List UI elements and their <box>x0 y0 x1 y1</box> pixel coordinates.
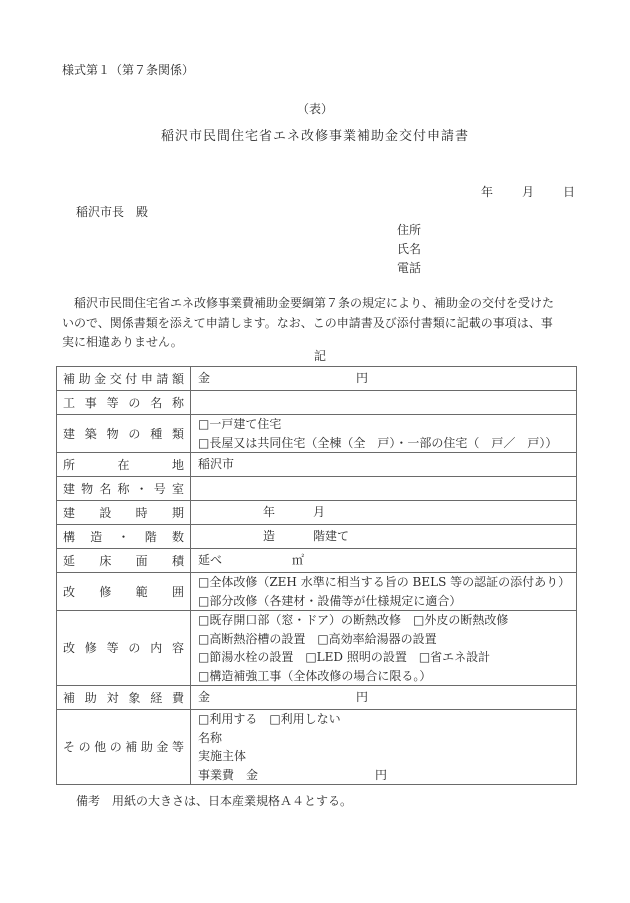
label-char: 所 <box>63 457 76 472</box>
location-value: 稲沢市 <box>198 457 235 471</box>
label-char: 助 <box>84 690 97 705</box>
label-char: 等 <box>106 641 119 655</box>
label-char: 金 <box>156 740 169 754</box>
label-char: 在 <box>117 457 130 472</box>
label-char: の <box>128 426 141 441</box>
label-char: 物 <box>106 426 119 441</box>
subsidy-amount-field[interactable] <box>191 367 577 391</box>
table-row-building-type <box>57 415 577 453</box>
label-char: ・ <box>117 529 130 544</box>
intro-line: 稲沢市民間住宅省エネ改修事業費補助金要綱第７条の規定により、補助金の交付を受けた <box>74 296 555 310</box>
label-char: 象 <box>128 690 141 705</box>
implementing-body-label[interactable]: 実施主体 <box>198 749 247 763</box>
intro-line: いので、関係書類を添えて申請します。なお、この申請書及び添付書類に記載の事項は、事 <box>62 315 553 330</box>
label-char: 造 <box>90 529 103 544</box>
label-char: 補 <box>63 690 76 705</box>
work-name-field[interactable] <box>191 391 577 415</box>
construction-date-field[interactable] <box>191 501 577 525</box>
label-char: 対 <box>106 690 119 705</box>
label-char: の <box>128 395 141 410</box>
label-char: 延 <box>63 553 76 568</box>
label-char: 費 <box>171 690 184 705</box>
structure-floors-field[interactable] <box>191 525 577 549</box>
label-char: 工 <box>63 395 76 410</box>
building-type-field <box>191 415 577 453</box>
label-char: 請 <box>156 371 169 386</box>
label-char: 助 <box>78 371 91 386</box>
label-char: 室 <box>171 481 184 496</box>
row-label <box>57 710 191 785</box>
label-char: 号 <box>153 481 166 496</box>
intro-line: 実に相違ありません。 <box>62 335 183 349</box>
label-char: 物 <box>81 481 94 496</box>
building-name-field[interactable] <box>191 477 577 501</box>
label-char: 修 <box>99 584 112 599</box>
table-row-eligible-cost <box>57 686 577 710</box>
label-char: 申 <box>140 371 153 386</box>
label-char: 囲 <box>171 584 184 599</box>
row-label <box>57 415 191 453</box>
table-row-work-name <box>57 391 577 415</box>
applicant-name-label: 氏名 <box>397 242 422 256</box>
cost-unit: 円 <box>356 690 369 704</box>
project-cost-unit: 円 <box>375 767 388 782</box>
eligible-cost-field[interactable] <box>191 686 577 710</box>
checkbox-option-group[interactable]: □既存開口部（窓・ドア）の断熱改修 □外皮の断熱改修 <box>198 613 509 627</box>
label-char: 階 <box>144 529 157 544</box>
floor-area-unit: ㎡ <box>292 553 305 567</box>
checkbox-option[interactable]: □長屋又は共同住宅（全棟（全 戸）・一部の住宅（ 戸／ 戸）） <box>198 435 558 450</box>
side-label: （表） <box>296 102 333 116</box>
table-row-renovation-content <box>57 611 577 686</box>
ki-heading: 記 <box>313 349 326 363</box>
label-char: の <box>128 641 141 655</box>
row-label <box>57 367 191 391</box>
label-char: 範 <box>135 584 148 599</box>
floor-area-prefix: 延べ <box>198 553 223 567</box>
location-field[interactable] <box>191 453 577 477</box>
application-table <box>56 366 577 785</box>
floors-label: 階建て <box>313 529 350 543</box>
label-char: 改 <box>63 641 76 655</box>
construction-month-label: 月 <box>313 505 326 519</box>
date-month-label: 月 <box>522 185 535 199</box>
label-char: 数 <box>171 529 184 544</box>
use-checkbox-options[interactable]: □利用する □利用しない <box>198 712 341 726</box>
table-row-structure-floors <box>57 525 577 549</box>
label-char: 助 <box>140 740 153 754</box>
label-char: 称 <box>171 395 184 410</box>
label-char: 面 <box>135 553 148 568</box>
label-char: 称 <box>117 481 130 496</box>
label-char: 時 <box>135 505 148 520</box>
renovation-scope-field <box>191 573 577 611</box>
row-label <box>57 501 191 525</box>
label-char: 種 <box>150 426 163 441</box>
addressee: 稲沢市長 殿 <box>76 205 149 219</box>
table-row-construction-date <box>57 501 577 525</box>
project-cost-prefix: 事業費 金 <box>198 767 259 782</box>
label-char: 改 <box>63 584 76 599</box>
label-char: 等 <box>171 740 184 754</box>
row-label <box>57 391 191 415</box>
label-char: 床 <box>99 553 112 568</box>
label-char: 内 <box>150 641 163 655</box>
label-char: 修 <box>84 641 97 655</box>
label-char: 額 <box>171 371 184 386</box>
row-label <box>57 477 191 501</box>
renovation-content-field <box>191 611 577 686</box>
label-char: 築 <box>84 426 97 441</box>
label-char: 構 <box>63 529 76 544</box>
label-char: 等 <box>106 395 119 410</box>
other-subsidies-field <box>191 710 577 785</box>
structure-label: 造 <box>263 529 276 543</box>
label-char: 地 <box>171 457 184 472</box>
checkbox-option[interactable]: □全体改修（ZEH 水準に相当する旨の BELS 等の認証の添付あり） <box>198 575 571 589</box>
label-char: 他 <box>94 740 107 754</box>
label-char: 建 <box>63 481 76 496</box>
table-row-building-name <box>57 477 577 501</box>
checkbox-option-group[interactable]: □節湯水栓の設置 □LED 照明の設置 □省エネ設計 <box>198 650 491 664</box>
applicant-address-label: 住所 <box>397 223 422 237</box>
label-char: 容 <box>171 641 184 655</box>
label-char: 類 <box>171 426 184 441</box>
label-char: 名 <box>150 395 163 410</box>
date-day-label: 日 <box>563 185 576 199</box>
table-row-location <box>57 453 577 477</box>
label-char: 補 <box>125 740 138 754</box>
document-title: 稲沢市民間住宅省エネ改修事業補助金交付申請書 <box>160 129 469 144</box>
label-char: 金 <box>94 371 107 386</box>
label-char: 建 <box>63 505 76 520</box>
amount-prefix: 金 <box>198 371 211 385</box>
floor-area-field[interactable] <box>191 549 577 573</box>
intro-paragraph <box>62 294 582 353</box>
subsidy-name-label[interactable]: 名称 <box>198 730 223 745</box>
label-char: 名 <box>99 481 112 496</box>
cost-prefix: 金 <box>198 690 211 704</box>
label-char: の <box>109 740 122 754</box>
checkbox-option[interactable]: □部分改修（各建材・設備等が仕様規定に適合） <box>198 593 462 608</box>
label-char: 積 <box>171 553 184 568</box>
table-row-renovation-scope <box>57 573 577 611</box>
row-label <box>57 549 191 573</box>
form-number: 様式第１（第７条関係） <box>62 63 195 77</box>
project-cost-line[interactable] <box>198 766 576 785</box>
checkbox-option-group[interactable]: □高断熱浴槽の設置 □高効率給湯器の設置 <box>198 631 437 646</box>
remark-note: 備考 用紙の大きさは、日本産業規格Ａ４とする。 <box>76 794 353 808</box>
row-label <box>57 611 191 686</box>
row-label <box>57 453 191 477</box>
row-label <box>57 573 191 611</box>
label-char: 設 <box>99 505 112 520</box>
construction-year-label: 年 <box>263 505 276 519</box>
applicant-phone-label: 電話 <box>397 261 422 275</box>
label-char: 交 <box>109 371 122 386</box>
label-char: の <box>78 740 91 754</box>
label-char: 事 <box>84 395 97 410</box>
label-char: 期 <box>171 505 184 520</box>
row-label <box>57 686 191 710</box>
checkbox-option[interactable]: □一戸建て住宅 <box>198 417 282 431</box>
table-row-subsidy-amount <box>57 367 577 391</box>
amount-unit: 円 <box>356 371 369 385</box>
table-row-other-subsidies <box>57 710 577 785</box>
label-char: 建 <box>63 426 76 441</box>
date-year-label: 年 <box>481 185 494 199</box>
row-label <box>57 525 191 549</box>
label-char: 補 <box>63 371 76 386</box>
label-char: 付 <box>125 371 138 386</box>
table-row-floor-area <box>57 549 577 573</box>
label-char: そ <box>63 740 76 754</box>
checkbox-option[interactable]: □構造補強工事（全体改修の場合に限る。） <box>198 668 432 683</box>
label-char: 経 <box>150 690 163 705</box>
label-char: ・ <box>135 481 148 496</box>
